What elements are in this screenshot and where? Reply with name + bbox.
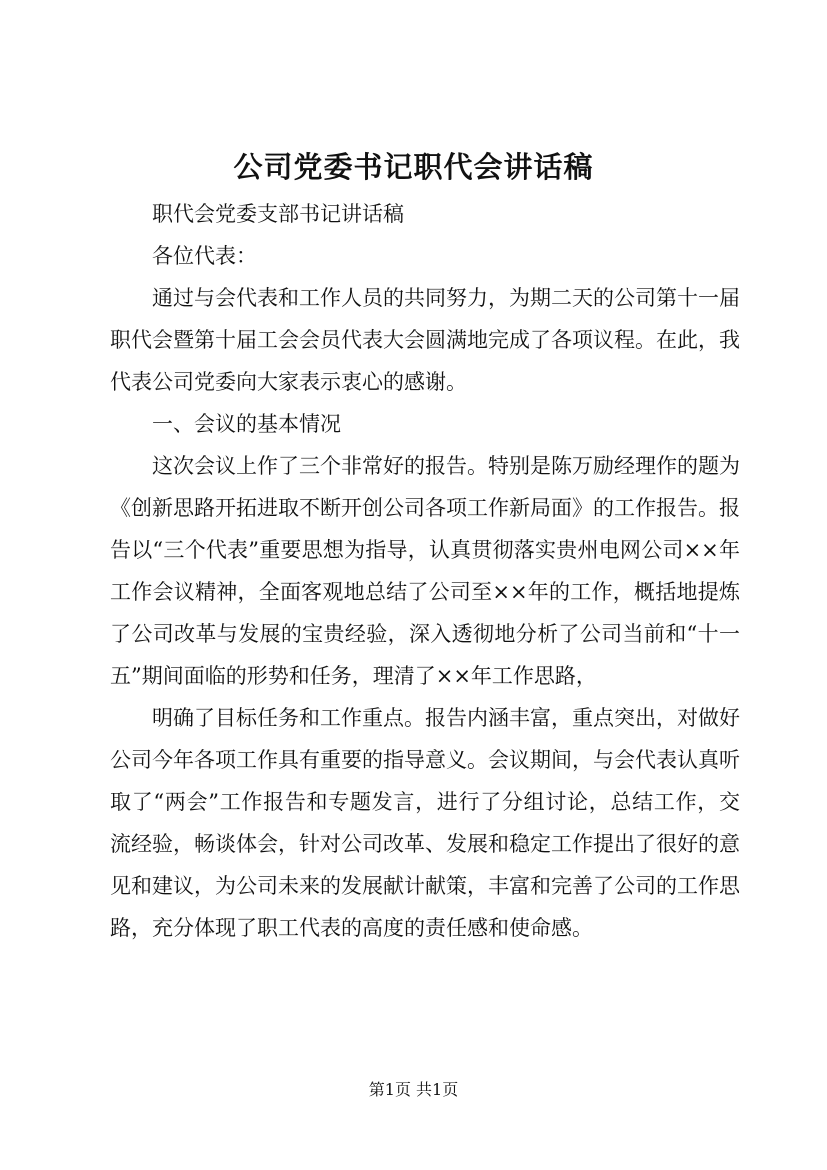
section-heading: 一、会议的基本情况 (152, 412, 341, 436)
paragraph-goals: 明确了目标任务和工作重点。报告内涵丰富，重点突出，对做好公司今年各项工作具有重要的指导意义。会议期间，与会代表认真听取了“两会”工作报告和专题发言，进行了分组讨论，总结工作，交流经验，畅谈体会，针对公司改革、发展和稳定工作提出了很好的意见和建议，为公司未来的发展献计献策，丰富和完善了公司的工作思路，充分体现了职工代表的高度的责任感和使命感。 (110, 706, 740, 940)
document-body (110, 193, 740, 949)
document-title: 公司党委书记职代会讲话稿 (233, 150, 594, 184)
page-footer: 第1页 共1页 (368, 1080, 459, 1099)
paragraph-salutation: 各位代表： (152, 244, 257, 268)
paragraph-subtitle: 职代会党委支部书记讲话稿 (152, 202, 404, 226)
paragraph-opening: 通过与会代表和工作人员的共同努力，为期二天的公司第十一届职代会暨第十届工会会员代表大会圆满地完成了各项议程。在此，我代表公司党委向大家表示衷心的感谢。 (110, 286, 740, 394)
paragraph-reports: 这次会议上作了三个非常好的报告。特别是陈万励经理作的题为《创新思路开拓进取不断开创公司各项工作新局面》的工作报告。报告以“三个代表”重要思想为指导，认真贯彻落实贵州电网公司××年工作会议精神，全面客观地总结了公司至××年的工作，概括地提炼了公司改革与发展的宝贵经验，深入透彻地分析了公司当前和“十一五”期间面临的形势和任务，理清了××年工作思路， (110, 454, 740, 688)
